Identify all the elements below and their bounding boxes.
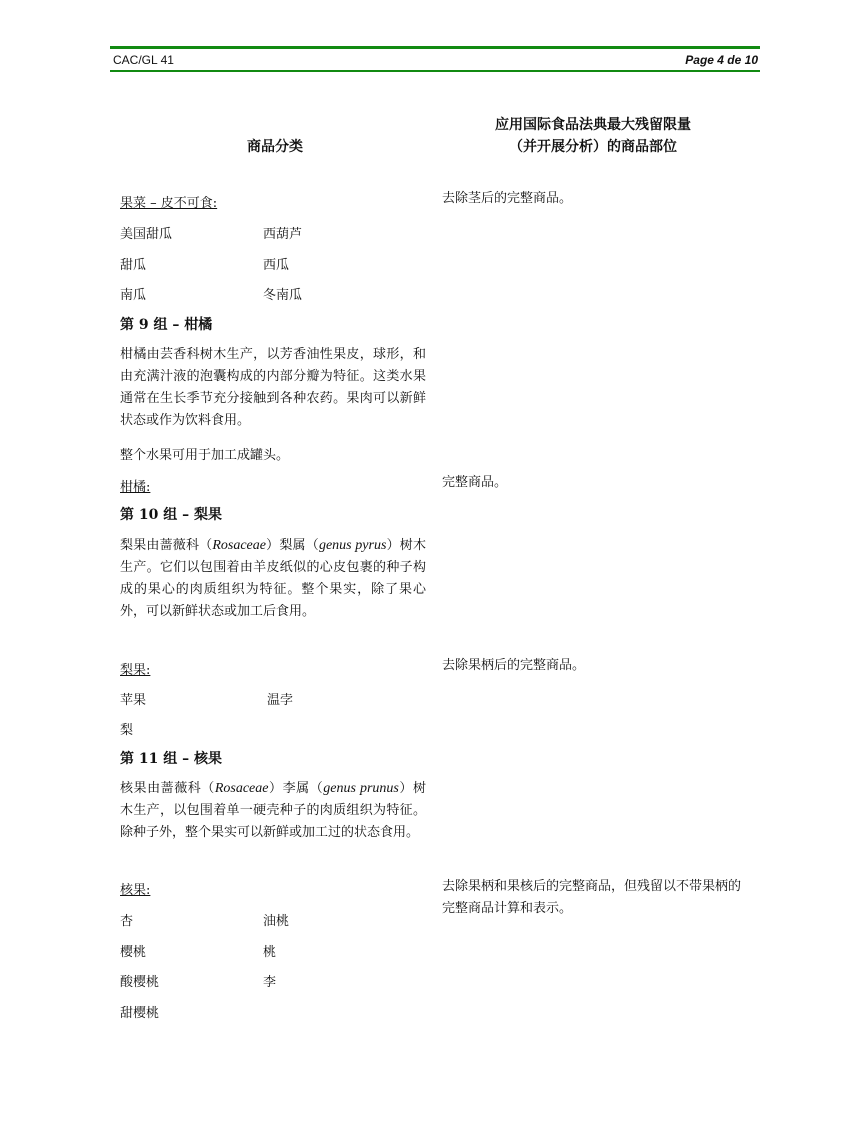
portion-stone: 去除果柄和果核后的完整商品，但残留以不带果柄的完整商品计算和表示。: [442, 879, 742, 916]
list-item: 梨: [120, 723, 134, 738]
desc-text: 核果由蔷薇科（: [120, 781, 215, 796]
list-item: 苹果: [120, 693, 147, 708]
portion-citrus: 完整商品。: [442, 475, 508, 490]
list-item: 杏: [120, 914, 134, 929]
header-rule-top: [110, 46, 760, 49]
portion-pome: 去除果柄后的完整商品。: [442, 658, 586, 673]
latin-name: Rosaceae: [212, 538, 266, 553]
group-description-9: 柑橘由芸香科树木生产，以芳香油性果皮，球形，和由充满汁液的泡囊构成的内部分瓣为特征。这类水果通常在生长季节充分接触到各种农药。果肉可以新鲜状态或作为饮料食用。: [120, 347, 426, 428]
list-item: 美国甜瓜: [120, 227, 173, 242]
list-item: 甜樱桃: [120, 1006, 160, 1021]
latin-name: Rosaceae: [214, 781, 269, 796]
page-number: Page 4 de 10: [685, 53, 758, 67]
list-item: 西瓜: [263, 258, 290, 273]
doc-code: CAC/GL 41: [113, 53, 174, 67]
list-item: 樱桃: [120, 945, 147, 960]
list-item: 油桃: [263, 914, 290, 929]
section-title-pome: 梨果:: [120, 663, 151, 678]
column-heading-portion: [468, 114, 718, 158]
group-description-10: [120, 535, 426, 623]
desc-text: ）树木生产。它们以包围着由羊皮纸似的心皮包裹的种子构成的果心的肉质组织为特征。整个果实，除了果心外，可以新鲜状态或加工后食用。: [120, 538, 426, 619]
list-item: 酸樱桃: [120, 975, 160, 990]
list-item: 桃: [263, 945, 277, 960]
column-heading-commodity: 商品分类: [247, 139, 303, 155]
column-heading-portion-line1: 应用国际食品法典最大残留限量: [495, 117, 691, 133]
group-heading-11: 第 11 组 – 核果: [120, 751, 222, 767]
group-note-9: 整个水果可用于加工成罐头。: [120, 448, 290, 463]
portion-fruiting-veg: 去除茎后的完整商品。: [442, 191, 573, 206]
latin-name: genus prunus: [323, 781, 399, 796]
desc-text: ）梨属（: [265, 538, 319, 553]
list-item: 李: [263, 975, 277, 990]
section-title-stone: 核果:: [120, 883, 151, 898]
list-item: 西葫芦: [263, 227, 303, 242]
desc-text: 梨果由蔷薇科（: [120, 538, 213, 553]
list-item: 甜瓜: [120, 258, 147, 273]
desc-text: ）树木生产，以包围着单一硬壳种子的肉质组织为特征。除种子外，整个果实可以新鲜或加工过的状态食用。: [120, 781, 426, 840]
list-item: 冬南瓜: [263, 288, 303, 303]
latin-name: genus pyrus: [318, 538, 387, 553]
header-rule-bottom: [110, 70, 760, 72]
group-heading-9: 第 9 组 – 柑橘: [120, 317, 213, 333]
section-title-fruiting-veg: 果菜 – 皮不可食:: [120, 196, 218, 211]
section-title-citrus: 柑橘:: [120, 480, 151, 495]
list-item: 温孛: [267, 693, 294, 708]
group-description-11: [120, 778, 426, 844]
column-heading-portion-line2: （并开展分析）的商品部位: [509, 139, 677, 155]
desc-text: ）李属（: [268, 781, 324, 796]
group-heading-10: 第 10 组 – 梨果: [120, 507, 222, 523]
list-item: 南瓜: [120, 288, 147, 303]
